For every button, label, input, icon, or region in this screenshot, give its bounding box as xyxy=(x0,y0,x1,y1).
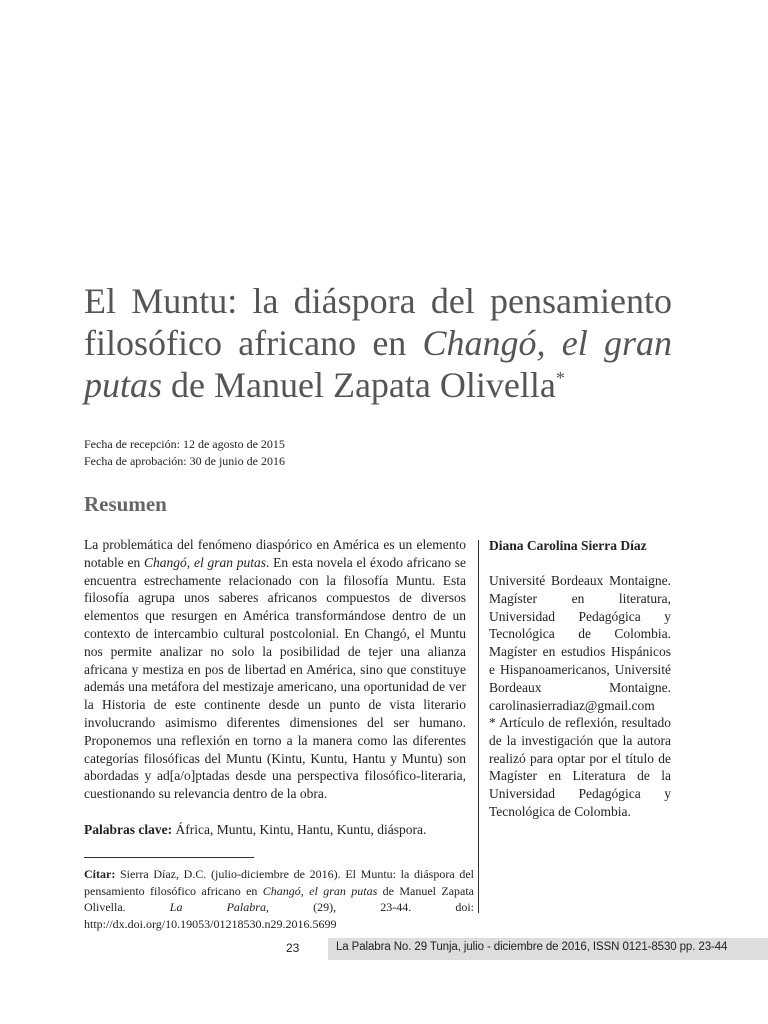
citation-journal: La Palabra xyxy=(169,900,266,914)
journal-info: La Palabra No. 29 Tunja, julio - diciembre de 2016, ISSN 0121-8530 pp. 23-44 xyxy=(336,941,728,953)
article-title xyxy=(84,280,672,406)
title-footnote-marker: * xyxy=(555,368,565,388)
title-text: El Muntu: la diáspora del pensamiento filosófico africano en xyxy=(84,281,672,363)
keywords xyxy=(84,821,466,839)
title-text-end: de Manuel Zapata Olivella xyxy=(162,365,556,405)
abstract-text-1: La problemática del fenómeno diaspórico en América es un elemento notable en xyxy=(84,537,466,570)
author-affiliation: Université Bordeaux Montaigne. Magíster en literatura, Universidad Pedagógica y Tecnológica de Colombia. Magíster en estudios Hispánicos e Hispanoamericanos, Université Bordeaux Montaigne. carolinasierradiaz@gmail.com xyxy=(489,573,671,713)
citation-text-1: Sierra Díaz, D.C. (julio-diciembre de 2016). El Muntu: la diáspora del pensamiento filosófico africano en xyxy=(84,867,474,898)
citation-label: Citar: xyxy=(84,867,116,881)
article-note: * Artículo de reflexión, resultado de la investigación que la autora realizó para optar por el título de Magíster en Literatura de la Universidad Pedagógica y Tecnológica de Colombia. xyxy=(489,715,671,819)
approved-date: Fecha de aprobación: 30 de junio de 2016 xyxy=(84,454,285,468)
abstract-text-2: . En esta novela el éxodo africano se encuentra estrechamente relacionado con la filosofía Muntu. Esta filosofía agrupa unos saberes africanos compuestos de diversos elementos que resurgen en América transformándose dentro de un contexto de intercambio cultural postcolonial. En Changó, el Muntu nos permite analizar no solo la posibilidad de tejer una alianza africana y mestiza en pos de libertad en América, sino que constituye además una metáfora del mestizaje americano, una oportunidad de ver la Historia de este continente desde un punto de vista literario involucrando asimismo diferentes dimensiones del ser humano. Proponemos una reflexión en torno a la manera como las diferentes categorías filosóficas del Muntu (Kintu, Kuntu, Hantu y Muntu) son abordadas y ad[a/o]ptadas desde una perspectiva filosófico-literaria, cuestionando su relevancia dentro de la obra. xyxy=(84,554,466,802)
author-name: Diana Carolina Sierra Díaz xyxy=(489,538,647,553)
article-dates xyxy=(84,436,285,470)
citation-italic-1: Changó, el gran putas xyxy=(262,883,378,898)
title-italic: Changó, el gran putas xyxy=(84,323,672,405)
citation xyxy=(84,866,474,932)
footnote-divider xyxy=(84,857,254,858)
citation-text-2: de Manuel Zapata Olivella. xyxy=(84,883,474,914)
received-date: Fecha de recepción: 12 de agosto de 2015 xyxy=(84,437,285,451)
column-divider xyxy=(478,540,479,913)
abstract-heading: Resumen xyxy=(84,492,167,516)
abstract-italic: Changó, el gran putas xyxy=(144,554,267,570)
keywords-label: Palabras clave: xyxy=(84,822,173,837)
keywords-value: África, Muntu, Kintu, Hantu, Kuntu, diáspora. xyxy=(172,822,427,837)
abstract-body xyxy=(84,536,466,803)
citation-text-3: , (29), 23-44. doi: http://dx.doi.org/10.19053/01218530.n29.2016.5699 xyxy=(84,900,475,931)
page-number: 23 xyxy=(286,941,300,955)
